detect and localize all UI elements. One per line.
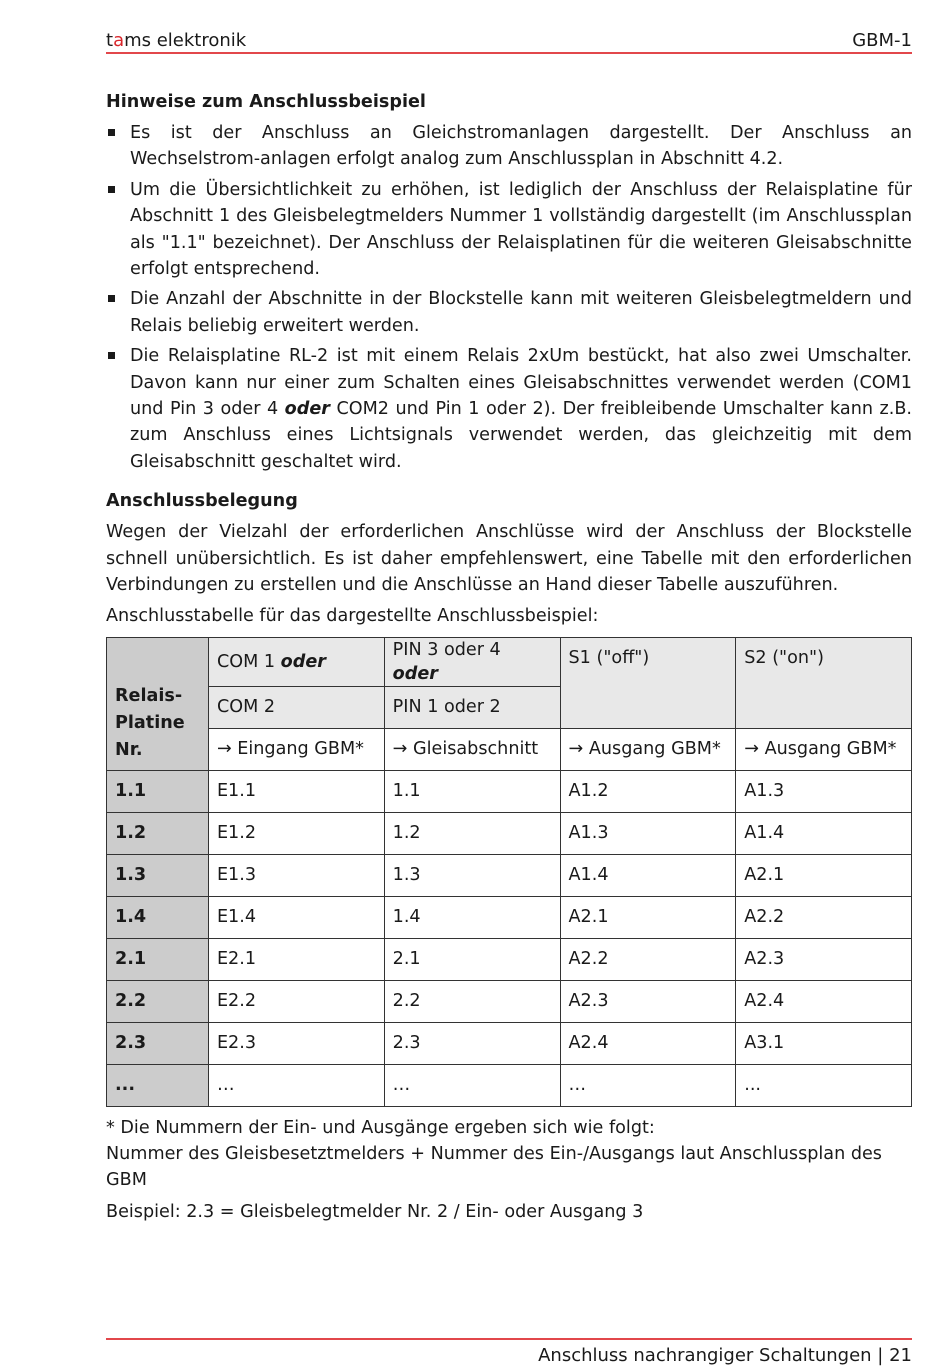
bullet-square-icon [108,295,115,302]
table-cell: 1.4 [384,896,560,938]
table-cell: E2.2 [208,980,384,1022]
table-cell: A1.4 [560,854,736,896]
table-cell: A2.2 [736,896,912,938]
row-header-cell: 1.2 [107,812,209,854]
table-row [107,812,912,854]
header-pin12: PIN 1 oder 2 [384,686,560,728]
assignment-paragraph: Wegen der Vielzahl der erforderlichen Anschlüsse wird der Anschluss der Blockstelle schnell unübersichtlich. Es ist daher empfehlenswert, eine Tabelle mit den erforderlichen Verbindungen zu erstellen und die Anschlüsse an Hand dieser Tabelle auszuführen. [106,522,912,596]
header-pin34: PIN 3 oder 4 oder [384,637,560,686]
header-s2: S2 ("on") [736,637,912,728]
list-item: Die Anzahl der Abschnitte in der Blockstelle kann mit weiteren Gleisbelegtmeldern und Relais beliebig erweitert werden. [106,286,912,339]
table-row [107,1022,912,1064]
row-header-cell: ... [107,1064,209,1106]
page-footer: Anschluss nachrangiger Schaltungen | 21 [538,1345,912,1366]
table-cell: 2.3 [384,1022,560,1064]
footnote-line: * Die Nummern der Ein- und Ausgänge ergeben sich wie folgt: [106,1117,655,1138]
page-header [106,26,912,52]
bullet-square-icon [108,129,115,136]
assignment-heading: Anschlussbelegung [106,491,298,512]
header-target-output-s1: → Ausgang GBM* [560,728,736,770]
table-cell: A1.3 [736,770,912,812]
table-cell: E1.2 [208,812,384,854]
table-cell: A2.3 [560,980,736,1022]
table-cell: 2.2 [384,980,560,1022]
table-cell: 1.2 [384,812,560,854]
row-header-cell: 2.2 [107,980,209,1022]
bullet-square-icon [108,352,115,359]
table-row [107,938,912,980]
table-corner-header: Relais- Platine Nr. [107,637,209,770]
notes-list [106,120,912,475]
header-target-track: → Gleisabschnitt [384,728,560,770]
footer-rule [106,1338,912,1340]
header-rule [106,52,912,54]
table-cell: A2.1 [560,896,736,938]
table-footnote [106,1115,912,1225]
table-caption: Anschlusstabelle für das dargestellte Anschlussbeispiel: [106,605,599,626]
table-cell: A1.3 [560,812,736,854]
list-item: Um die Übersichtlichkeit zu erhöhen, ist lediglich der Anschluss der Relaisplatine für Abschnitt 1 des Gleisbelegtmelders Nummer 1 vollständig dargestellt (im Anschlussplan als "1.1" bezeichnet). Der Anschluss der Relaisplatinen für die weiteren Gleisabschnitte erfolgt entsprechend. [106,177,912,283]
table-row [107,854,912,896]
table-cell: 2.1 [384,938,560,980]
table-cell: A1.2 [560,770,736,812]
notes-heading: Hinweise zum Anschlussbeispiel [106,92,426,112]
document-id: GBM-1 [852,30,912,51]
row-header-cell: 1.1 [107,770,209,812]
table-cell: A2.1 [736,854,912,896]
bullet-square-icon [108,186,115,193]
table-cell: E2.3 [208,1022,384,1064]
table-cell: A2.3 [736,938,912,980]
table-row [107,896,912,938]
table-cell: A1.4 [736,812,912,854]
row-header-cell: 2.3 [107,1022,209,1064]
table-row [107,770,912,812]
footnote-line: Nummer des Gleisbesetztmelders + Nummer des Ein-/Ausgangs laut Anschlussplan des GBM [106,1143,882,1190]
list-item: Es ist der Anschluss an Gleichstromanlagen dargestellt. Der Anschluss an Wechselstrom-anlagen erfolgt analog zum Anschlussplan in Abschnitt 4.2. [106,120,912,173]
table-cell: A2.4 [560,1022,736,1064]
table-cell: 1.3 [384,854,560,896]
table-cell: E2.1 [208,938,384,980]
table-cell: E1.3 [208,854,384,896]
header-target-input: → Eingang GBM* [208,728,384,770]
connection-table [106,637,912,1107]
brand-logo-text: tams elektronik [106,30,247,51]
list-item: Die Relaisplatine RL-2 ist mit einem Relais 2xUm bestückt, hat also zwei Umschalter. Davon kann nur einer zum Schalten eines Gleisabschnittes verwendet werden (COM1 und Pin 3 oder 4 oder COM2 und Pin 1 oder 2). Der freibleibende Umschalter kann z.B. zum Anschluss eines Lichtsignals verwendet werden, das gleichzeitig mit dem Gleisabschnitt geschaltet wird. [106,343,912,475]
table-cell: A2.4 [736,980,912,1022]
table-cell: E1.1 [208,770,384,812]
table-cell: 1.1 [384,770,560,812]
table-cell: E1.4 [208,896,384,938]
row-header-cell: 1.4 [107,896,209,938]
header-target-output-s2: → Ausgang GBM* [736,728,912,770]
table-cell: ... [736,1064,912,1106]
header-s1: S1 ("off") [560,637,736,728]
row-header-cell: 1.3 [107,854,209,896]
header-com2: COM 2 [208,686,384,728]
table-cell: A2.2 [560,938,736,980]
row-header-cell: 2.1 [107,938,209,980]
footnote-example: Beispiel: 2.3 = Gleisbelegtmelder Nr. 2 / Ein- oder Ausgang 3 [106,1201,644,1222]
table-row [107,1064,912,1106]
header-com1: COM 1 oder [208,637,384,686]
page-content [106,88,912,1225]
table-row [107,980,912,1022]
table-cell: … [384,1064,560,1106]
table-cell: A3.1 [736,1022,912,1064]
table-cell: … [208,1064,384,1106]
table-cell: … [560,1064,736,1106]
